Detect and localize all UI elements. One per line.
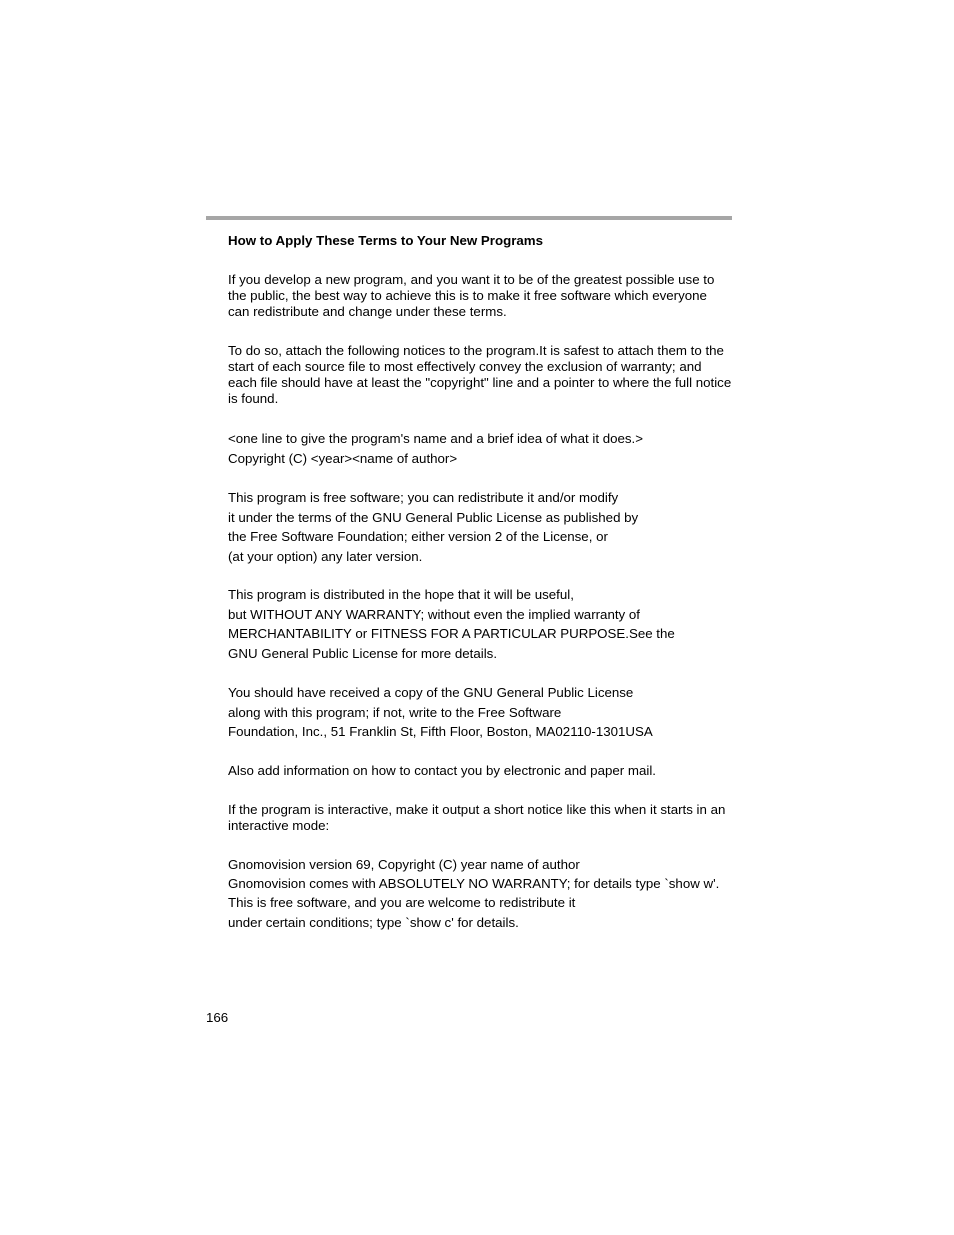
interactive-notice-line: Gnomovision version 69, Copyright (C) year name of author <box>228 857 580 872</box>
instructions-paragraph: To do so, attach the following notices to the program.It is safest to attach them to the start of each source file to most effectively convey the exclusion of warranty; and each file should have at least the "copyright" line and a pointer to where the full notice is found. <box>228 343 732 406</box>
section-heading: How to Apply These Terms to Your New Programs <box>228 233 543 248</box>
header-rule <box>206 216 732 220</box>
warranty-line: but WITHOUT ANY WARRANTY; without even the implied warranty of <box>228 606 640 622</box>
interactive-notice-line: Gnomovision comes with ABSOLUTELY NO WARRANTY; for details type `show w'. <box>228 876 720 891</box>
page-number: 166 <box>206 1010 229 1025</box>
free-software-line: it under the terms of the GNU General Public License as published by <box>228 509 639 525</box>
warranty-line: MERCHANTABILITY or FITNESS FOR A PARTICULAR PURPOSE.See the <box>228 626 675 642</box>
contact-info-paragraph: Also add information on how to contact you by electronic and paper mail. <box>228 763 656 778</box>
interactive-notice-line: This is free software, and you are welcome to redistribute it <box>228 895 576 910</box>
license-copy-block <box>228 685 732 744</box>
license-copy-line: You should have received a copy of the GNU General Public License <box>228 685 634 700</box>
free-software-line: This program is free software; you can redistribute it and/or modify <box>228 490 619 505</box>
notice-block <box>228 431 732 470</box>
copyright-line: Copyright (C) <year><name of author> <box>228 450 458 466</box>
intro-paragraph: If you develop a new program, and you want it to be of the greatest possible use to the public, the best way to achieve this is to make it free software which everyone can redistribute and change under these terms. <box>228 272 715 319</box>
license-copy-line: along with this program; if not, write to the Free Software <box>228 704 562 720</box>
program-name-line: <one line to give the program's name and a brief idea of what it does.> <box>228 431 644 446</box>
free-software-line: (at your option) any later version. <box>228 548 423 564</box>
warranty-line: This program is distributed in the hope that it will be useful, <box>228 587 574 602</box>
interactive-notice-line: under certain conditions; type `show c' for details. <box>228 914 519 930</box>
license-copy-line: Foundation, Inc., 51 Franklin St, Fifth Floor, Boston, MA02110-1301USA <box>228 724 653 740</box>
warranty-block <box>228 587 732 665</box>
free-software-block <box>228 490 732 568</box>
interactive-intro-paragraph: If the program is interactive, make it output a short notice like this when it starts in an interactive mode: <box>228 802 726 833</box>
interactive-notice-block <box>228 857 732 931</box>
free-software-line: the Free Software Foundation; either version 2 of the License, or <box>228 529 608 545</box>
warranty-line: GNU General Public License for more details. <box>228 645 498 661</box>
